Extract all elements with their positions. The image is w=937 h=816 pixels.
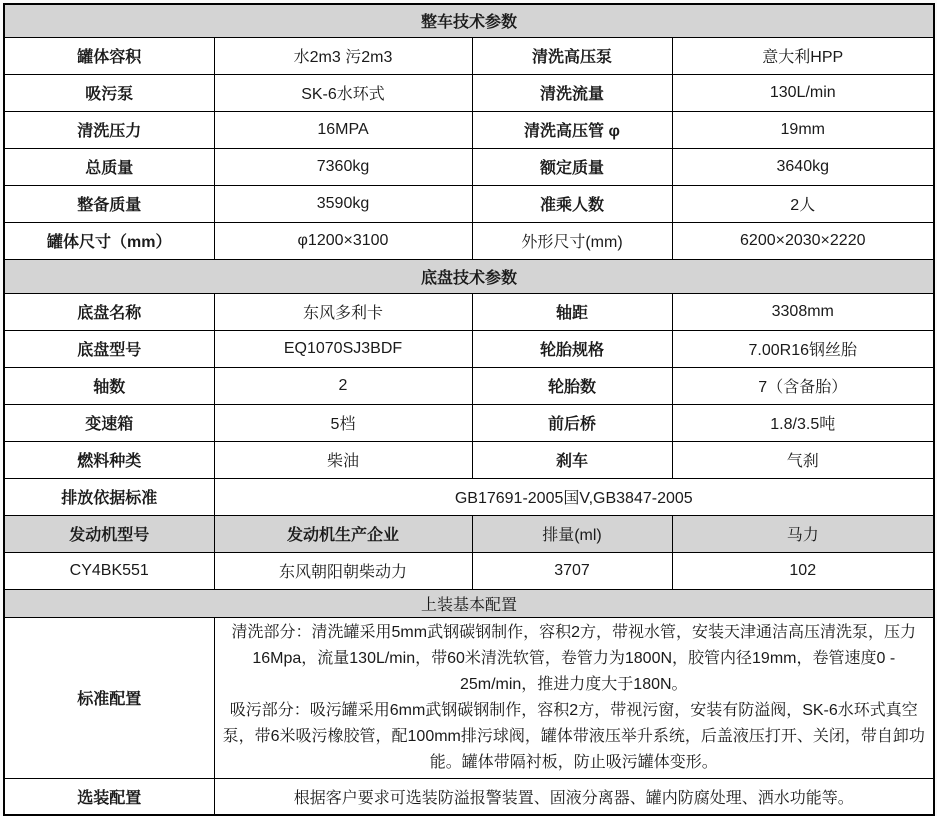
section-title-chassis: 底盘技术参数 — [4, 259, 934, 293]
engine-header-horsepower: 马力 — [672, 515, 934, 552]
emission-standard-row — [4, 478, 934, 515]
spec-label: 总质量 — [4, 148, 214, 185]
spec-label: 清洗高压泵 — [472, 37, 672, 74]
spec-label: 选装配置 — [4, 778, 214, 815]
spec-label: 轮胎数 — [472, 367, 672, 404]
spec-value: 19mm — [672, 111, 934, 148]
table-row — [4, 148, 934, 185]
table-row — [4, 222, 934, 259]
engine-header-model: 发动机型号 — [4, 515, 214, 552]
standard-config-row — [4, 617, 934, 778]
section-title-upfit: 上装基本配置 — [4, 589, 934, 617]
spec-value: 5档 — [214, 404, 472, 441]
spec-value: 3640kg — [672, 148, 934, 185]
spec-label: 前后桥 — [472, 404, 672, 441]
standard-config-text — [214, 617, 934, 778]
spec-label: 准乘人数 — [472, 185, 672, 222]
standard-config-cleaning-paragraph: 清洗部分：清洗罐采用5mm武钢碳钢制作，容积2方，带视水管，安装天津通洁高压清洗泵，压力16Mpa，流量130L/min，带60米清洗软管，卷管力为1800N，胶管内径19mm，卷管速度0 - 25m/min，推进力度大于180N。 — [231, 623, 916, 693]
engine-header-row — [4, 515, 934, 552]
spec-value: 2 — [214, 367, 472, 404]
table-row — [4, 111, 934, 148]
spec-label: 轴距 — [472, 293, 672, 330]
spec-label: 燃料种类 — [4, 441, 214, 478]
engine-manufacturer-value: 东风朝阳朝柴动力 — [214, 552, 472, 589]
table-row — [4, 367, 934, 404]
spec-value: GB17691-2005国V,GB3847-2005 — [214, 478, 934, 515]
spec-value: 130L/min — [672, 74, 934, 111]
spec-value: 柴油 — [214, 441, 472, 478]
table-row — [4, 185, 934, 222]
spec-value: 7.00R16钢丝胎 — [672, 330, 934, 367]
engine-displacement-value: 3707 — [472, 552, 672, 589]
spec-label: 轴数 — [4, 367, 214, 404]
spec-label: 标准配置 — [4, 617, 214, 778]
spec-value: 气刹 — [672, 441, 934, 478]
optional-config-row — [4, 778, 934, 815]
table-row — [4, 37, 934, 74]
standard-config-suction-paragraph: 吸污部分：吸污罐采用6mm武钢碳钢制作，容积2方，带视污窗，安装有防溢阀，SK-6水环式真空泵，带6米吸污橡胶管，配100mm排污球阀，罐体带液压举升系统，后盖液压打开、关闭，带自卸功能。罐体带隔衬板，防止吸污罐体变形。 — [222, 701, 925, 771]
spec-value: SK-6水环式 — [214, 74, 472, 111]
spec-value: 16MPA — [214, 111, 472, 148]
spec-label: 整备质量 — [4, 185, 214, 222]
spec-label: 罐体容积 — [4, 37, 214, 74]
spec-label: 底盘名称 — [4, 293, 214, 330]
spec-label: 吸污泵 — [4, 74, 214, 111]
engine-header-manufacturer: 发动机生产企业 — [214, 515, 472, 552]
table-row — [4, 441, 934, 478]
spec-label: 外形尺寸(mm) — [472, 222, 672, 259]
spec-label: 排放依据标准 — [4, 478, 214, 515]
spec-value: 7（含备胎） — [672, 367, 934, 404]
spec-value: 3590kg — [214, 185, 472, 222]
section-header-upfit — [4, 589, 934, 617]
engine-horsepower-value: 102 — [672, 552, 934, 589]
spec-label: 底盘型号 — [4, 330, 214, 367]
spec-label: 额定质量 — [472, 148, 672, 185]
table-row — [4, 293, 934, 330]
table-row — [4, 404, 934, 441]
spec-value: 东风多利卡 — [214, 293, 472, 330]
spec-value: 水2m3 污2m3 — [214, 37, 472, 74]
section-header-chassis — [4, 259, 934, 293]
spec-value: 2人 — [672, 185, 934, 222]
spec-value: φ1200×3100 — [214, 222, 472, 259]
spec-label: 清洗高压管 φ — [472, 111, 672, 148]
spec-value: 6200×2030×2220 — [672, 222, 934, 259]
spec-value: EQ1070SJ3BDF — [214, 330, 472, 367]
spec-value: 7360kg — [214, 148, 472, 185]
spec-value: 3308mm — [672, 293, 934, 330]
spec-value: 意大利HPP — [672, 37, 934, 74]
section-header-vehicle — [4, 4, 934, 37]
spec-label: 轮胎规格 — [472, 330, 672, 367]
engine-model-value: CY4BK551 — [4, 552, 214, 589]
spec-label: 刹车 — [472, 441, 672, 478]
table-row — [4, 74, 934, 111]
spec-table — [3, 3, 935, 816]
optional-config-text: 根据客户要求可选装防溢报警装置、固液分离器、罐内防腐处理、洒水功能等。 — [214, 778, 934, 815]
engine-data-row — [4, 552, 934, 589]
spec-value: 1.8/3.5吨 — [672, 404, 934, 441]
spec-label: 清洗压力 — [4, 111, 214, 148]
engine-header-displacement: 排量(ml) — [472, 515, 672, 552]
spec-label: 罐体尺寸（mm） — [4, 222, 214, 259]
spec-label: 清洗流量 — [472, 74, 672, 111]
spec-label: 变速箱 — [4, 404, 214, 441]
section-title-vehicle: 整车技术参数 — [4, 4, 934, 37]
table-row — [4, 330, 934, 367]
